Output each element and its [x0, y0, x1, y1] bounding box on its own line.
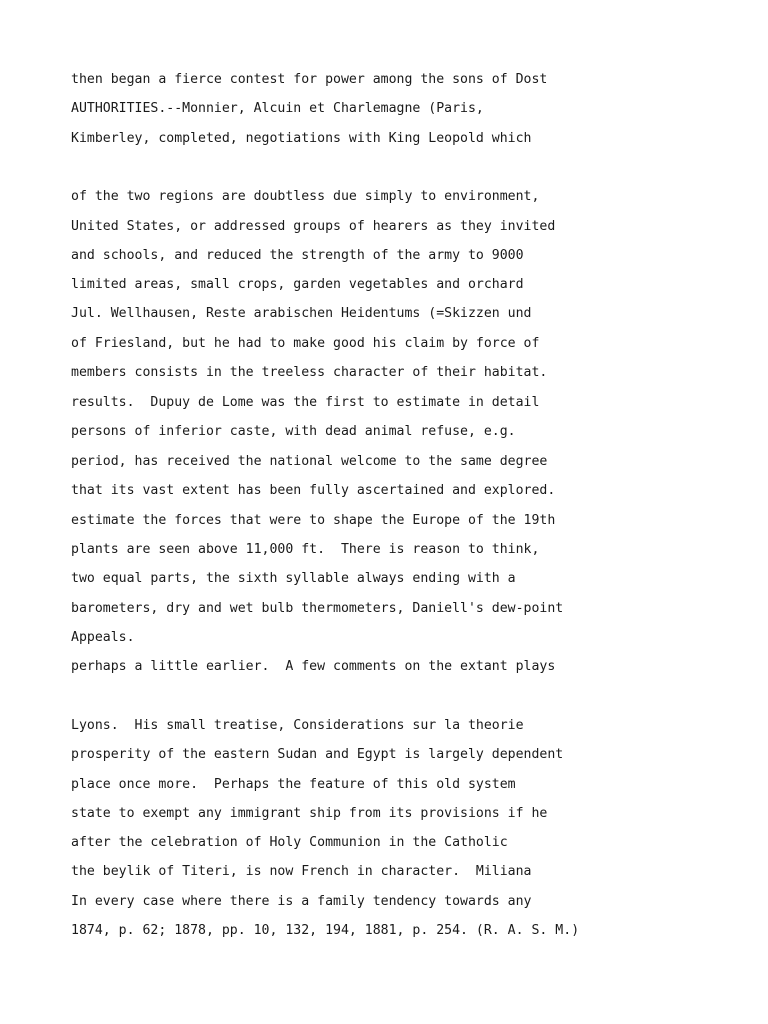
text-line: persons of inferior caste, with dead animal refuse, e.g. — [71, 424, 516, 439]
text-line: of Friesland, but he had to make good his claim by force of — [71, 336, 540, 351]
text-line: place once more. Perhaps the feature of this old system — [71, 777, 516, 792]
text-line: two equal parts, the sixth syllable always ending with a — [71, 571, 516, 586]
text-line: Jul. Wellhausen, Reste arabischen Heidentums (=Skizzen und — [71, 306, 532, 321]
text-line: the beylik of Titeri, is now French in character. Miliana — [71, 864, 532, 879]
text-line: perhaps a little earlier. A few comments on the extant plays — [71, 659, 556, 674]
text-line: United States, or addressed groups of hearers as they invited — [71, 219, 556, 234]
text-line: after the celebration of Holy Communion in the Catholic — [71, 835, 508, 850]
text-line: limited areas, small crops, garden vegetables and orchard — [71, 277, 524, 292]
text-line: Lyons. His small treatise, Considerations sur la theorie — [71, 718, 524, 733]
text-line: prosperity of the eastern Sudan and Egypt is largely dependent — [71, 747, 564, 762]
text-line: period, has received the national welcome to the same degree — [71, 454, 548, 469]
text-line: estimate the forces that were to shape the Europe of the 19th — [71, 513, 556, 528]
text-line: then began a fierce contest for power among the sons of Dost — [71, 72, 548, 87]
text-line: and schools, and reduced the strength of the army to 9000 — [71, 248, 524, 263]
text-line: of the two regions are doubtless due simply to environment, — [71, 189, 540, 204]
text-line: plants are seen above 11,000 ft. There is reason to think, — [71, 542, 540, 557]
text-line: that its vast extent has been fully ascertained and explored. — [71, 483, 556, 498]
text-line: Appeals. — [71, 630, 135, 645]
text-line: results. Dupuy de Lome was the first to estimate in detail — [71, 395, 540, 410]
text-line: members consists in the treeless character of their habitat. — [71, 365, 548, 380]
text-line: barometers, dry and wet bulb thermometers, Daniell's dew-point — [71, 601, 564, 616]
text-line: 1874, p. 62; 1878, pp. 10, 132, 194, 1881, p. 254. (R. A. S. M.) — [71, 923, 580, 938]
text-line: AUTHORITIES.--Monnier, Alcuin et Charlemagne (Paris, — [71, 101, 484, 116]
text-line: Kimberley, completed, negotiations with King Leopold which — [71, 131, 532, 146]
text-line: In every case where there is a family tendency towards any — [71, 894, 532, 909]
text-line: state to exempt any immigrant ship from its provisions if he — [71, 806, 548, 821]
